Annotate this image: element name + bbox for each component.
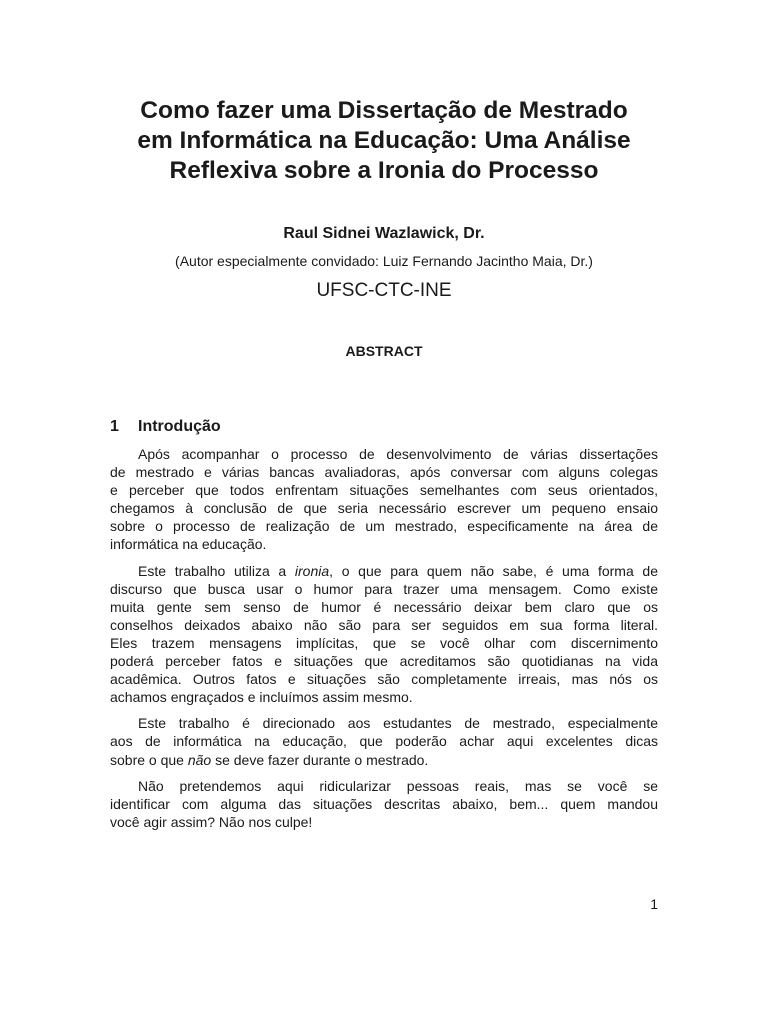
text-line: sobre o processo de realização de um mestrado, especificamente na área de: [110, 518, 658, 535]
text-line: Este trabalho é direcionado aos estudantes de mestrado, especialmente: [138, 715, 658, 732]
text-line: de mestrado e várias bancas avaliadoras, após conversar com alguns colegas: [110, 464, 658, 481]
emphasis: não: [187, 751, 212, 768]
section-heading: [110, 418, 221, 436]
paragraph: [110, 562, 658, 707]
text-line: conselhos deixados abaixo não são para ser seguidos em sua forma literal.: [110, 616, 658, 633]
text-line: chegamos à conclusão de que seria necessário escrever um pequeno ensaio: [110, 500, 658, 517]
section-number: 1: [110, 418, 119, 435]
text-line: sobre o que não se deve fazer durante o mestrado.: [110, 751, 429, 768]
text-line: Este trabalho utiliza a ironia, o que para quem não sabe, é uma forma de: [138, 562, 658, 579]
text-line: identificar com alguma das situações descritas abaixo, bem... quem mandou: [110, 795, 658, 812]
author-name: Raul Sidnei Wazlawick, Dr.: [283, 225, 485, 242]
text-line: aos de informática na educação, que poderão achar aqui excelentes dicas: [110, 733, 658, 750]
text-line: Eles trazem mensagens implícitas, que se você olhar com discernimento: [110, 634, 658, 651]
text-line: muita gente sem senso de humor é necessário deixar bem claro que os: [110, 598, 658, 615]
title-line: em Informática na Educação: Uma Análise: [137, 127, 631, 154]
text-line: e perceber que todos enfrentam situações semelhantes com seus orientados,: [110, 482, 658, 499]
body-text: [110, 445, 658, 839]
affiliation: UFSC-CTC-INE: [316, 280, 452, 301]
text-line: Após acompanhar o processo de desenvolvimento de várias dissertações: [138, 446, 658, 462]
text-line: Não pretendemos aqui ridicularizar pessoas reais, mas se você se: [138, 777, 658, 794]
paragraph: [110, 445, 658, 554]
text-line: informática na educação.: [110, 536, 267, 553]
text-line: poderá perceber fatos e situações que acreditamos são quotidianas na vida: [110, 653, 658, 670]
text-line: você agir assim? Não nos culpe!: [110, 813, 313, 830]
guest-author: (Autor especialmente convidado: Luiz Fernando Jacintho Maia, Dr.): [175, 253, 593, 269]
text-line: acadêmica. Outros fatos e situações são completamente irreais, mas nós os: [110, 671, 658, 688]
page-number: 1: [650, 896, 658, 912]
paragraph: [110, 714, 658, 768]
text-line: achamos engraçados e incluímos assim mesmo.: [110, 689, 413, 706]
paragraph: [110, 777, 658, 831]
title-line: Reflexiva sobre a Ironia do Processo: [169, 157, 599, 184]
abstract-heading: ABSTRACT: [345, 343, 423, 359]
paper-title: [100, 96, 668, 186]
section-title: Introdução: [138, 418, 221, 435]
emphasis: ironia: [294, 562, 330, 579]
text-line: discurso que busca usar o humor para trazer uma mensagem. Como existe: [110, 580, 658, 597]
title-line: Como fazer uma Dissertação de Mestrado: [140, 97, 628, 124]
